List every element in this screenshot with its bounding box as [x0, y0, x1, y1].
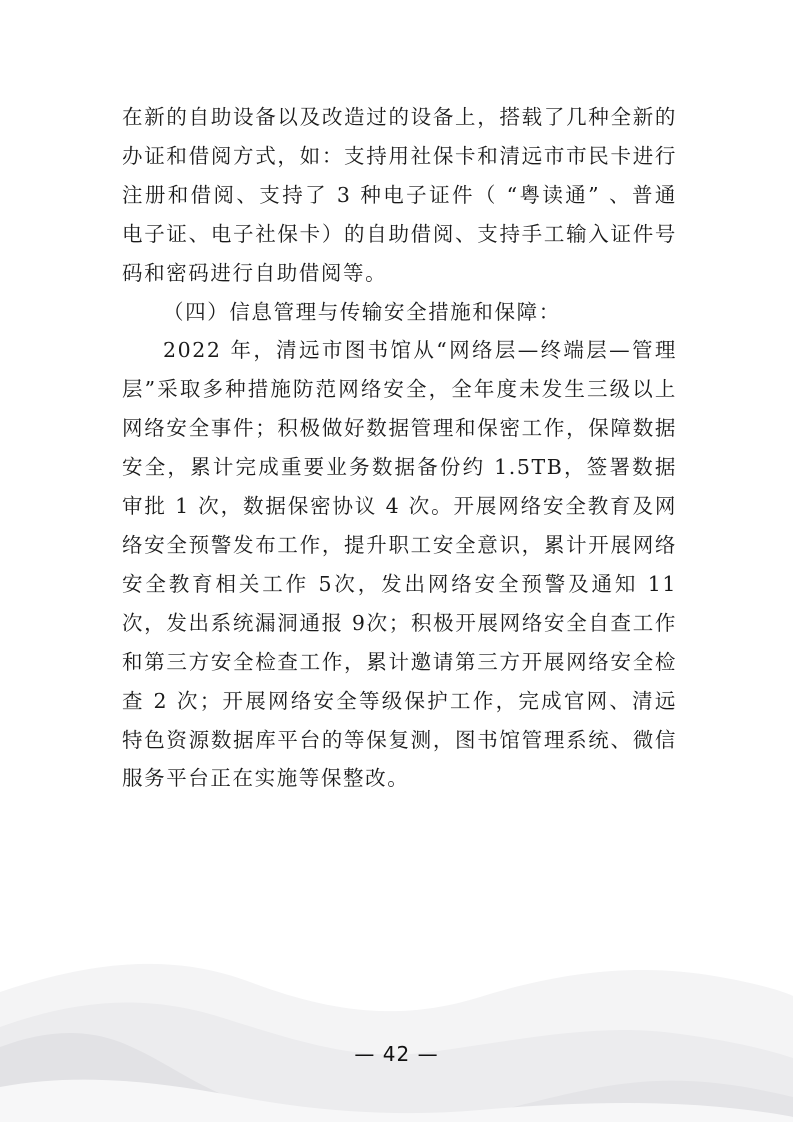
section-heading-security: （四）信息管理与传输安全措施和保障：: [163, 299, 561, 324]
paragraph-network-security: 2022 年，清远市图书馆从“网络层—终端层—管理层”采取多种措施防范网络安全，全年度未发生三级以上网络安全事件；积极做好数据管理和保密工作，保障数据安全，累计完成重要业务数据备份约 1.5TB，签署数据审批 1 次，数据保密协议 4 次。开展网络安全教育及网络安全预警发布工作，提升职工安全意识，累计开展网络安全教育相关工作 5次，发出网络安全预警及通知 11 次，发出系统漏洞通报 9次；积极开展网络安全自查工作和第三方安全检查工作，累计邀请第三方开展网络安全检查 2 次；开展网络安全等级保护工作，完成官网、清远特色资源数据库平台的等保复测，图书馆管理系统、微信服务平台正在实施等保整改。: [122, 338, 677, 791]
page-number: — 42 —: [354, 1042, 439, 1066]
body-text: [122, 98, 677, 798]
paragraph-self-service: 在新的自助设备以及改造过的设备上，搭载了几种全新的办证和借阅方式，如：支持用社保卡和清远市市民卡进行注册和借阅、支持了 3 种电子证件（ “粤读通” 、普通电子证、电子社保卡）的自助借阅、支持手工输入证件号码和密码进行自助借阅等。: [122, 105, 677, 285]
decorative-wave-footer: [0, 922, 793, 1122]
